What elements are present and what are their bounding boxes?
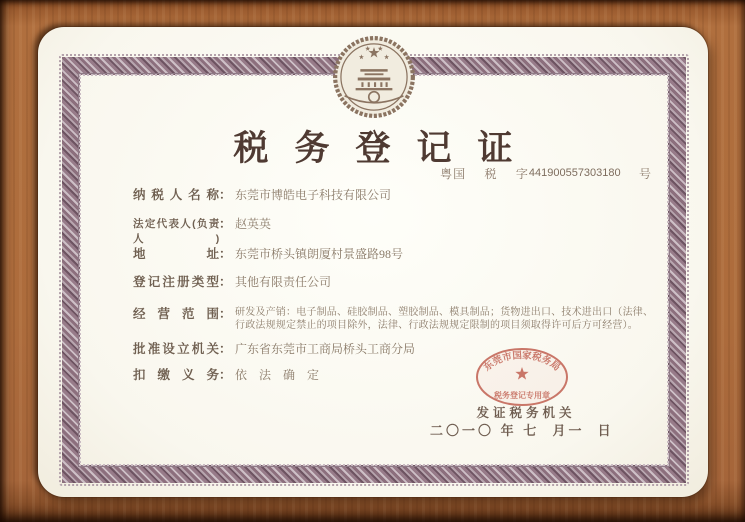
field-row-registration-type [133,275,658,290]
field-label: 法定代表人(负责人) [133,218,219,245]
field-label: 地址 [133,247,219,261]
field-value: 东莞市桥头镇朗厦村景盛路98号 [235,247,404,261]
field-label: 经营范围 [133,307,219,321]
field-row-address [133,247,658,262]
field-row-business-scope [133,307,658,332]
field-colon: ： [219,275,232,289]
national-emblem-icon [332,35,416,119]
field-label: 扣缴义务 [133,368,219,382]
serial-region: 粤国 [440,167,467,181]
field-row-taxpayer-name [133,188,658,203]
field-colon: ： [219,188,232,202]
field-value: 广东省东莞市工商局桥头工商分局 [235,342,416,356]
field-colon: ： [219,247,232,261]
field-value: 研发及产销：电子制品、硅胶制品、塑胶制品、模具制品；货物进出口、技术进出口（法律、行政法规规定禁止的项目除外，法律、行政法规规定限制的项目须取得许可后方可经营）。 [235,307,654,331]
certificate-paper [38,27,708,497]
serial-suffix: 号 [638,167,652,181]
field-label: 登记注册类型 [133,275,219,289]
serial-number-line [440,165,652,182]
field-label: 纳税人名称 [133,188,219,202]
field-value: 依法确定 [235,368,332,382]
field-label: 批准设立机关 [133,342,219,356]
certificate-title: 税务登记证 [233,129,539,168]
issuing-authority-caption: 发证税务机关 [476,406,576,420]
field-row-approving-authority [133,342,658,357]
serial-word: 字 [515,167,529,181]
tax-bureau-seal [474,346,570,408]
field-value: 赵英英 [235,217,272,231]
serial-tax: 税 [484,167,498,181]
issue-date: 二〇一〇 年 七 月一 日 [430,423,614,438]
field-row-legal-representative [133,217,658,247]
field-colon: ： [219,307,232,321]
field-colon: ： [219,342,232,356]
seal-arc-text: 东莞市国家税务局 [481,350,563,374]
field-colon: ： [219,217,232,231]
field-colon: ： [219,368,232,382]
field-row-withholding-obligation [133,368,658,383]
seal-bottom-text: 税务登记专用章 [494,391,550,400]
serial-number: 441900557303180 [528,167,621,179]
field-value: 其他有限责任公司 [235,275,332,289]
field-value: 东莞市博皓电子科技有限公司 [235,188,392,202]
